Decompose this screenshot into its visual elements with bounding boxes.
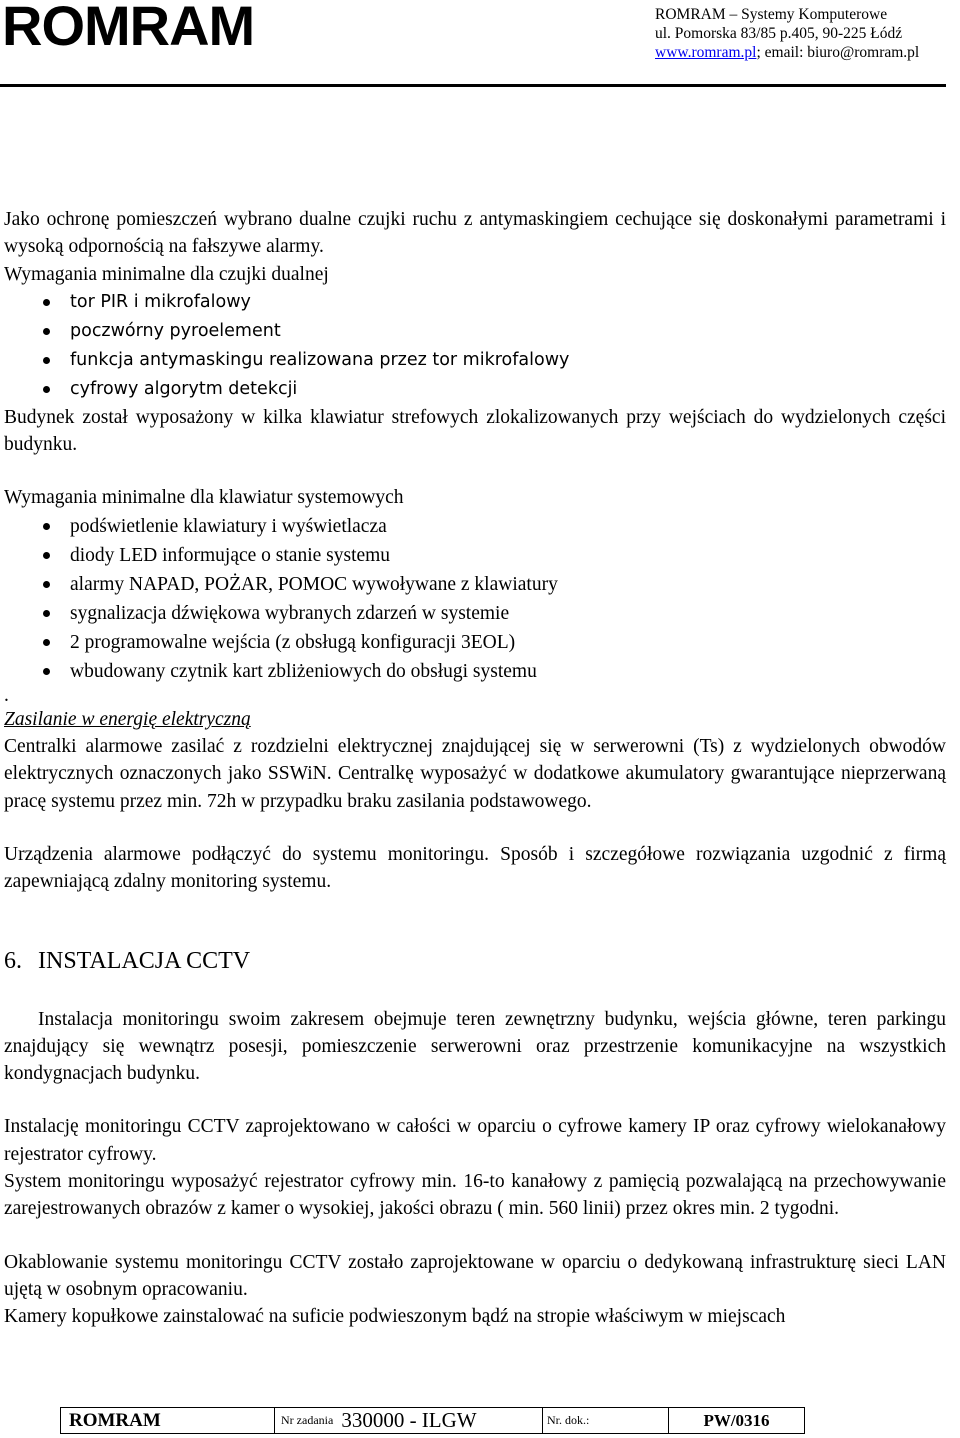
footer-task-number (275, 1408, 543, 1433)
keypad-requirements-title: Wymagania minimalne dla klawiatur systemowych (4, 487, 404, 509)
power-paragraph: Centralki alarmowe zasilać z rozdzielni elektrycznej znajdującej się w serwerowni (Ts) z wydzielonych obwodów elektrycznych oznaczonych jako SSWiN. Centralkę wyposażyć w dodatkowe akumulatory gwarantujące nieprzerwaną pracę systemu przez min. 72h w przypadku braku zasilania podstawowego. (4, 736, 946, 812)
cctv-cameras-paragraph: Kamery kopułkowe zainstalować na suficie podwieszonym bądź na stropie właściwym w miejscach (4, 1306, 786, 1328)
list-item: 2 programowalne wejścia (z obsługą konfiguracji 3EOL) (4, 628, 946, 657)
stray-dot: . (4, 684, 9, 706)
list-item: poczwórny pyroelement (4, 317, 946, 346)
detector-requirements-title: Wymagania minimalne dla czujki dualnej (4, 263, 329, 285)
cctv-cabling-paragraph: Okablowanie systemu monitoringu CCTV zostało zaprojektowane w oparciu o dedykowaną infrastrukturę sieci LAN ujętą w osobnym opracowaniu. (4, 1251, 946, 1300)
company-contact (655, 5, 919, 62)
cctv-scope-paragraph: Instalacja monitoringu swoim zakresem obejmuje teren zewnętrzny budynku, wejścia główne, teren parkingu znajdujący się wewnątrz posesji, pomieszczenie serwerowni oraz przestrzenie komunikacyjne na wszystkich kondygnacjach budynku. (4, 1008, 946, 1085)
footer-logo: ROMRAM (61, 1408, 275, 1433)
keypads-paragraph: Budynek został wyposażony w kilka klawiatur strefowych zlokalizowanych przy wejściach do wydzielonych części budynku. (4, 406, 946, 456)
list-item: diody LED informujące o stanie systemu (4, 541, 946, 570)
list-item: cyfrowy algorytm detekcji (4, 375, 946, 404)
task-number-label: Nr zadania (281, 1413, 334, 1427)
list-item: sygnalizacja dźwiękowa wybranych zdarzeń w systemie (4, 599, 946, 628)
detector-requirements-list (4, 288, 946, 404)
page-header (0, 0, 960, 90)
list-item: alarmy NAPAD, POŻAR, POMOC wywoływane z klawiatury (4, 570, 946, 599)
section-number: 6. (4, 947, 22, 974)
keypad-requirements-list (4, 512, 946, 686)
company-address: ul. Pomorska 83/85 p.405, 90-225 Łódź (655, 25, 903, 42)
header-divider (0, 84, 946, 87)
page-footer (60, 1407, 805, 1434)
list-item: wbudowany czytnik kart zbliżeniowych do obsługi systemu (4, 657, 946, 686)
website-link[interactable]: www.romram.pl (655, 44, 757, 61)
cctv-recorder-paragraph: System monitoringu wyposażyć rejestrator cyfrowy min. 16-to kanałowy z pamięcią pozwalającą na przechowywanie zarejestrowanych obrazów z kamer o wysokiej, jakości obrazu ( min. 560 linii) przez okres min. 2 tygodni. (4, 1171, 946, 1220)
section-title: INSTALACJA CCTV (38, 947, 251, 974)
company-name: ROMRAM – Systemy Komputerowe (655, 6, 888, 23)
intro-paragraph: Jako ochronę pomieszczeń wybrano dualne czujki ruchu z antymaskingiem cechujące się doskonałymi parametrami i wysoką odpornością na fałszywe alarmy. (4, 209, 946, 258)
task-number-value: 330000 - ILGW (341, 1408, 477, 1432)
list-item: tor PIR i mikrofalowy (4, 288, 946, 317)
list-item: podświetlenie klawiatury i wyświetlacza (4, 512, 946, 541)
monitoring-paragraph: Urządzenia alarmowe podłączyć do systemu monitoringu. Sposób i szczegółowe rozwiązania uzgodnić z firmą zapewniającą zdalny monitoring systemu. (4, 843, 946, 893)
email-text: ; email: biuro@romram.pl (756, 44, 920, 61)
power-section-title: Zasilanie w energię elektryczną (4, 708, 251, 730)
footer-doc-number-value: PW/0316 (703, 1410, 770, 1430)
company-logo: ROMRAM (2, 0, 255, 57)
document-body (4, 206, 946, 1331)
footer-doc-number-label: Nr. dok.: (543, 1408, 669, 1433)
cctv-design-paragraph: Instalację monitoringu CCTV zaprojektowano w całości w oparciu o cyfrowe kamery IP oraz cyfrowy wielokanałowy rejestrator cyfrowy. (4, 1116, 946, 1165)
list-item: funkcja antymaskingu realizowana przez tor mikrofalowy (4, 346, 946, 375)
section-heading-cctv (4, 946, 946, 976)
company-web-email (655, 43, 919, 62)
